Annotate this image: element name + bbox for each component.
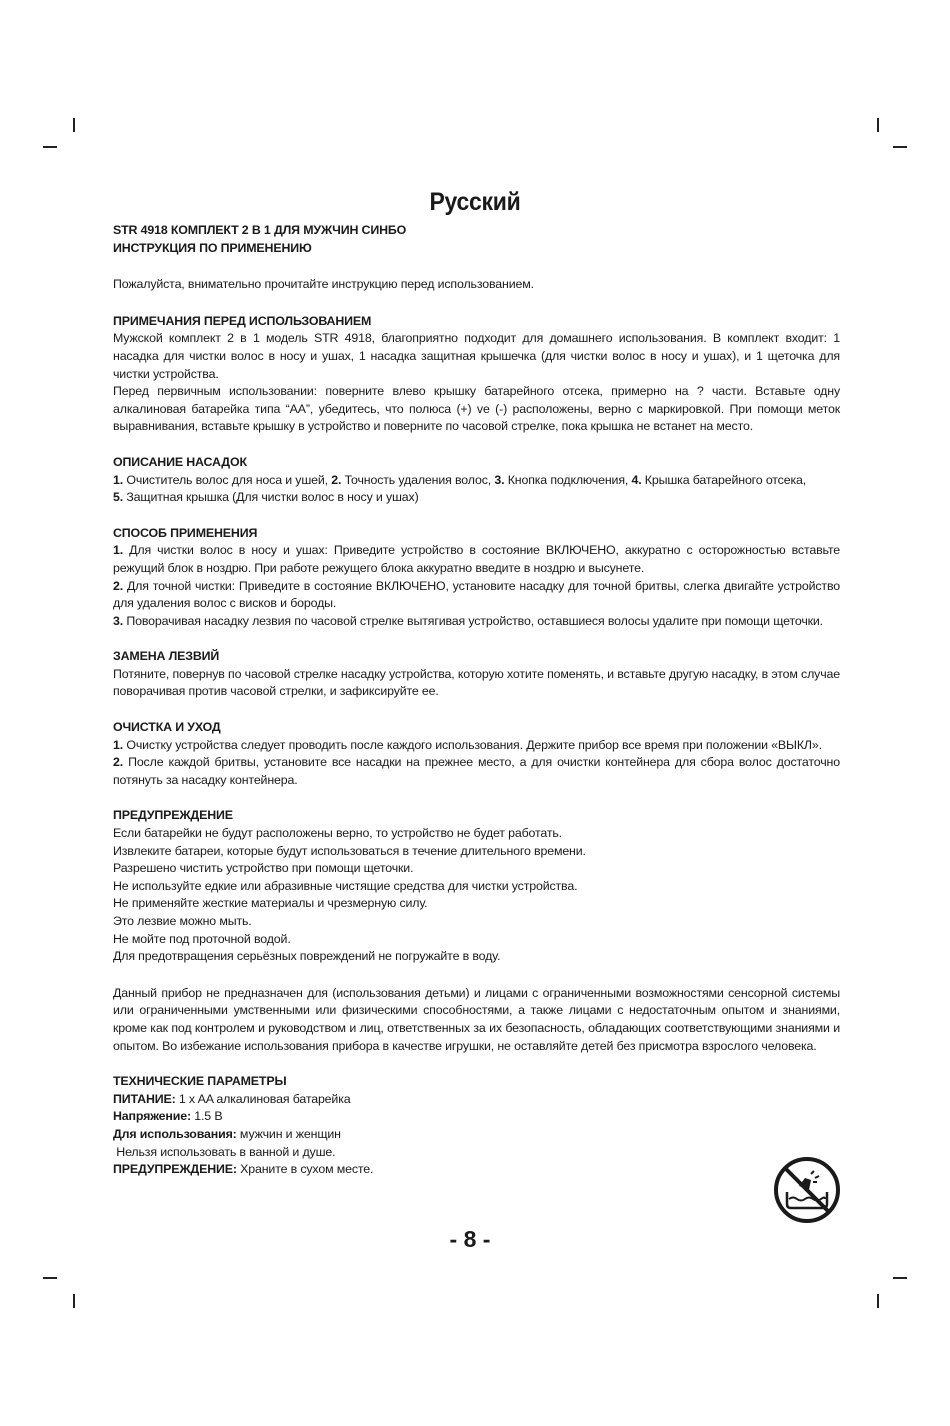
step-text: После каждой бритвы, установите все насадки на прежнее место, а для очистки контейнера для сбора волос достаточно потянуть за насадку контейнера.: [113, 755, 840, 787]
warning-line: Извлеките батареи, которые будут использоваться в течение длительного времени.: [113, 843, 586, 858]
step-text: Поворачивая насадку лезвия по часовой стрелке вытягивая устройство, оставшиеся волосы удалите при помощи щеточки.: [123, 613, 823, 628]
blades-text: Потяните, повернув по часовой стрелке насадку устройства, которую хотите поменять, и вставьте другую насадку, в этом случае поворачивая против часовой стрелки, и зафиксируйте ее.: [113, 666, 840, 699]
usage-step-3: [113, 613, 840, 631]
parts-list-line-1: [113, 472, 840, 490]
spec-label: ПИТАНИЕ:: [113, 1091, 176, 1106]
step-text: Очистку устройства следует проводить после каждого использования. Держите прибор все время при положении «ВЫКЛ».: [123, 737, 822, 752]
warning-line: Если батарейки не будут расположены верно, то устройство не будет работать.: [113, 826, 562, 841]
step-number: 2.: [113, 578, 124, 593]
part-number: 4.: [631, 472, 642, 487]
part-number: 3.: [494, 472, 505, 487]
step-number: 2.: [113, 755, 124, 770]
step-text: Для чистки волос в носу и ушах: Приведите устройство в состояние ВКЛЮЧЕНО, аккуратно с осторожностью вставьте режущий блок в ноздрю. При работе режущего блока аккуратно введите в ноздрю и высунете.: [113, 543, 840, 575]
spec-value: Храните в сухом месте.: [236, 1162, 374, 1177]
parts-list-line-2: [113, 489, 840, 507]
crop-mark-bottom-right-horizontal: [893, 1277, 907, 1279]
product-title: STR 4918 КОМПЛЕКТ 2 В 1 ДЛЯ МУЖЧИН СИНБО: [113, 223, 407, 237]
crop-mark-top-left-horizontal: [43, 146, 57, 148]
spec-label: ПРЕДУПРЕЖДЕНИЕ:: [113, 1162, 237, 1177]
spec-value: мужчин и женщин: [236, 1126, 341, 1141]
crop-mark-top-right-vertical: [877, 118, 879, 132]
warning-line: Для предотвращения серьёзных повреждений не погружайте в воду.: [113, 949, 501, 964]
crop-mark-bottom-right-vertical: [877, 1294, 879, 1308]
cleaning-step-2: [113, 754, 840, 789]
crop-mark-top-left-vertical: [73, 118, 75, 132]
crop-mark-top-right-horizontal: [893, 146, 907, 148]
warning-line: Разрешено чистить устройство при помощи щеточки.: [113, 861, 414, 876]
warning-line: Не используйте едкие или абразивные чистящие средства для чистки устройства.: [113, 878, 578, 893]
parts-heading: ОПИСАНИЕ НАСАДОК: [113, 454, 247, 469]
usage-heading: СПОСОБ ПРИМЕНЕНИЯ: [113, 525, 258, 540]
part-number: 2.: [331, 472, 342, 487]
step-text: Для точной чистки: Приведите в состояние ВКЛЮЧЕНО, установите насадку для точной бритвы, слегка двигайте устройство для удаления волос с висков и бороды.: [113, 578, 840, 611]
spec-value: 1 x AA алкалиновая батарейка: [175, 1091, 351, 1106]
warning-line: Не применяйте жесткие материалы и чрезмерную силу.: [113, 896, 428, 911]
warning-heading: ПРЕДУПРЕЖДЕНИЕ: [113, 808, 233, 823]
notes-paragraph-1: Мужской комплект 2 в 1 модель STR 4918, благоприятно подходит для домашнего использования. В комплект входит: 1 насадка для чистки волос в носу и ушах, 1 насадка защитная крышечка (для чистки волос в носу и ушах), и 1 щеточка для чистки устройства.: [113, 331, 840, 381]
part-text: Очиститель волос для носа и ушей,: [123, 472, 332, 487]
part-text: Крышка батарейного отсека,: [641, 472, 807, 487]
cleaning-heading: ОЧИСТКА И УХОД: [113, 720, 221, 735]
warning-line: Не мойте под проточной водой.: [113, 931, 291, 946]
specs-heading: ТЕХНИЧЕСКИЕ ПАРАМЕТРЫ: [113, 1074, 287, 1089]
page-title: Русский: [429, 188, 521, 216]
part-number: 1.: [113, 472, 124, 487]
notes-paragraph-2: Перед первичным использовании: поверните влево крышку батарейного отсека, примерно на ? части. Вставьте одну алкалиновая батарейка типа “АА”, убедитесь, что полюса (+) ve (-) расположены, верно с маркировкой. При помощи меток выравнивания, вставьте крышку в устройство и поверните по часовой стрелке, пока крышка не встанет на место.: [113, 384, 840, 434]
step-number: 3.: [113, 613, 124, 628]
intro-text: Пожалуйста, внимательно прочитайте инструкцию перед использованием.: [113, 277, 534, 292]
part-number: 5.: [113, 490, 124, 505]
notes-heading: ПРИМЕЧАНИЯ ПЕРЕД ИСПОЛЬЗОВАНИЕМ: [113, 313, 372, 328]
usage-step-2: [113, 578, 840, 613]
crop-mark-bottom-left-horizontal: [43, 1277, 57, 1279]
spec-usage: [113, 1126, 840, 1144]
no-water-immersion-icon: [773, 1156, 841, 1224]
spec-power: [113, 1091, 840, 1109]
spec-warning: [113, 1161, 840, 1179]
instructions-title: ИНСТРУКЦИЯ ПО ПРИМЕНЕНИЮ: [113, 240, 312, 255]
safety-paragraph: Данный прибор не предназначен для (использования детьми) и лицами с ограниченными возможностями сенсорной системы или ограниченными умственными или физическими способностями, а также лицами с недостаточным опытом и знаниями, кроме как под контролем и руководством и лиц, ответственных за их безопасность, обладающих соответствующими знаниями и опытом. Во избежание использования прибора в качестве игрушки, не оставляйте детей без присмотра взрослого человека.: [113, 985, 840, 1053]
warning-line: Это лезвие можно мыть.: [113, 914, 252, 928]
blades-heading: ЗАМЕНА ЛЕЗВИЙ: [113, 649, 220, 664]
document-body: [113, 222, 840, 1179]
spec-label: Для использования:: [113, 1126, 237, 1141]
crop-mark-bottom-left-vertical: [73, 1294, 75, 1308]
step-number: 1.: [113, 543, 124, 558]
part-text: Точность удаления волос,: [341, 472, 495, 487]
spec-voltage: [113, 1108, 840, 1126]
page-number: - 8 -: [449, 1226, 491, 1252]
cleaning-step-1: [113, 737, 840, 755]
spec-value: 1.5 В: [190, 1109, 223, 1124]
spec-bath-note: Нельзя использовать в ванной и душе.: [113, 1144, 336, 1159]
usage-step-1: [113, 542, 840, 577]
part-text: Кнопка подключения,: [504, 472, 632, 487]
part-text: Защитная крышка (Для чистки волос в носу и ушах): [123, 490, 419, 505]
step-number: 1.: [113, 737, 124, 752]
spec-label: Напряжение:: [113, 1109, 191, 1124]
